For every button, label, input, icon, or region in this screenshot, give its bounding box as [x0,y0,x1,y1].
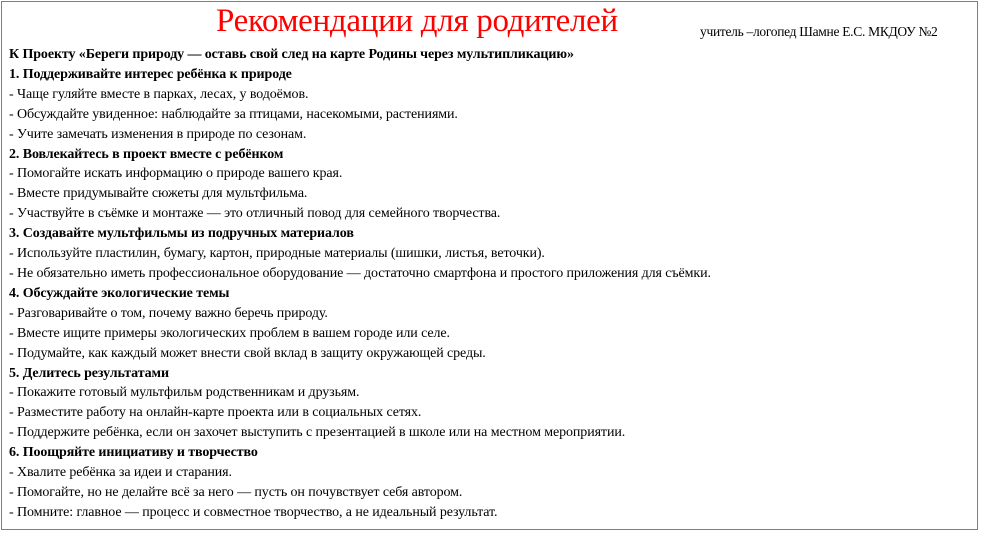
recommendation-item: - Чаще гуляйте вместе в парках, лесах, у водоёмов. [9,86,309,102]
recommendation-item: - Вместе ищите примеры экологических проблем в вашем городе или селе. [9,325,450,341]
sections-list [9,65,711,523]
section [9,443,711,523]
section-heading: 1. Поддерживайте интерес ребёнка к природе [9,66,292,82]
section-heading: 2. Вовлекайтесь в проект вместе с ребёнком [9,146,284,162]
recommendation-item: - Используйте пластилин, бумагу, картон, природные материалы (шишки, листья, веточки). [9,246,545,262]
recommendation-item: - Подумайте, как каждый может внести свой вклад в защиту окружающей среды. [9,345,486,361]
section-heading: 6. Поощряйте инициативу и творчество [9,445,258,461]
document-body [9,45,711,523]
recommendation-item: - Разговаривайте о том, почему важно беречь природу. [9,305,328,321]
recommendation-item: - Покажите готовый мультфильм родственникам и друзьям. [9,385,360,401]
recommendation-item: - Не обязательно иметь профессиональное оборудование — достаточно смартфона и простого приложения для съёмки. [9,265,711,281]
recommendation-item: - Хвалите ребёнка за идеи и старания. [9,465,232,481]
recommendation-item: - Учите замечать изменения в природе по сезонам. [9,126,307,142]
recommendation-item: - Помогайте искать информацию о природе вашего края. [9,166,343,182]
section [9,364,711,444]
recommendation-item: - Поддержите ребёнка, если он захочет выступить с презентацией в школе или на местном мероприятии. [9,425,626,441]
recommendation-item: - Обсуждайте увиденное: наблюдайте за птицами, насекомыми, растениями. [9,106,458,122]
recommendation-item: - Участвуйте в съёмке и монтаже — это отличный повод для семейного творчества. [9,206,501,222]
recommendation-item: - Вместе придумывайте сюжеты для мультфильма. [9,186,308,202]
section [9,65,711,145]
section [9,145,711,225]
section-heading: 5. Делитесь результатами [9,365,169,381]
recommendation-item: - Помогайте, но не делайте всё за него — пусть он почувствует себя автором. [9,484,463,500]
section-heading: 3. Создавайте мультфильмы из подручных материалов [9,226,354,242]
section [9,224,711,284]
project-heading: К Проекту «Береги природу — оставь свой след на карте Родины через мультипликацию» [9,47,574,62]
author-caption: учитель –логопед Шамне Е.С. МКДОУ №2 [700,24,938,39]
page-title: Рекомендации для родителей [216,3,618,39]
section-heading: 4. Обсуждайте экологические темы [9,285,230,301]
section [9,284,711,364]
recommendation-item: - Разместите работу на онлайн-карте проекта или в социальных сетях. [9,405,422,421]
recommendation-item: - Помните: главное — процесс и совместное творчество, а не идеальный результат. [9,504,498,520]
